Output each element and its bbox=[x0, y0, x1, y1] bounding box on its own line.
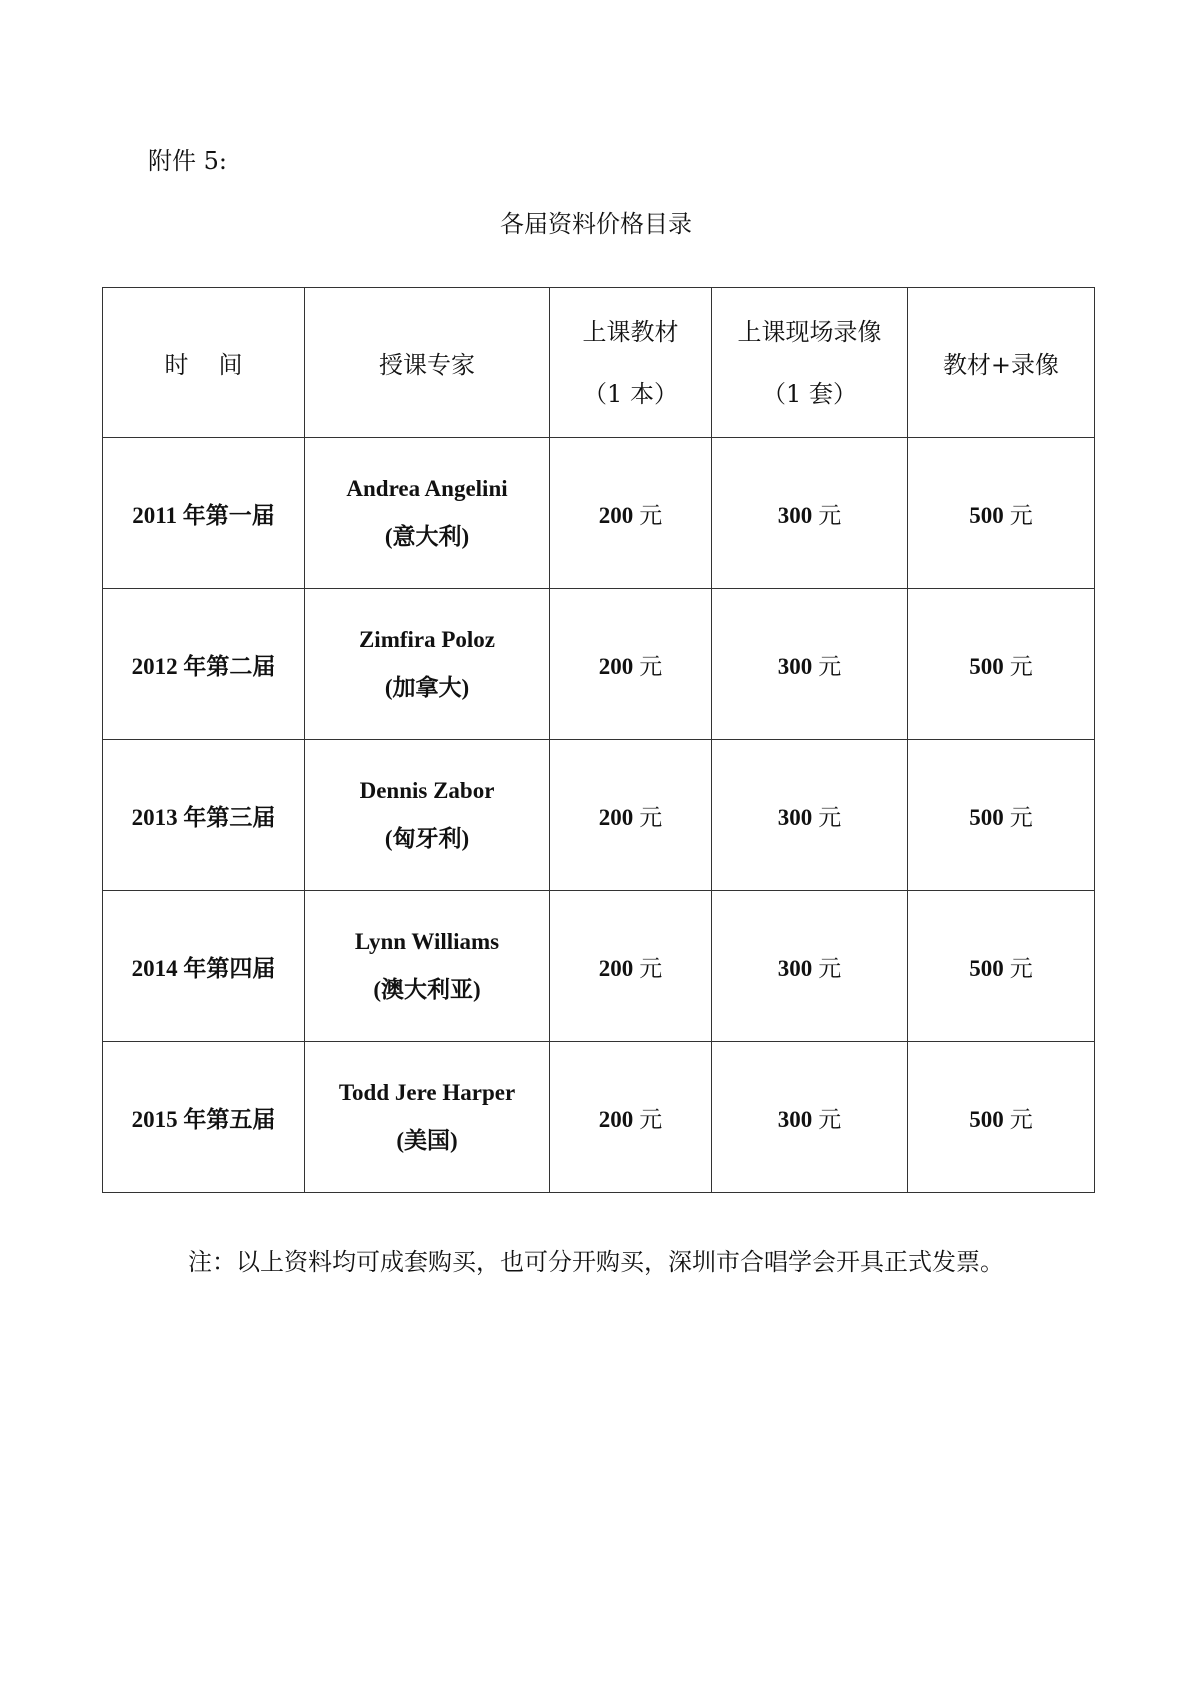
video-price-cell bbox=[712, 438, 908, 589]
price-unit: 元 bbox=[639, 502, 663, 528]
bundle-price-cell bbox=[908, 1042, 1095, 1193]
session-cell bbox=[103, 438, 305, 589]
bundle-price: 500 bbox=[969, 955, 1004, 981]
video-price-cell bbox=[712, 589, 908, 740]
textbook-price: 200 bbox=[598, 955, 634, 981]
textbook-price: 200 bbox=[598, 804, 634, 830]
purchase-note: 注：以上资料均可成套购买，也可分开购买，深圳市合唱学会开具正式发票。 bbox=[188, 1248, 1004, 1276]
expert-cell bbox=[305, 891, 550, 1042]
price-unit: 元 bbox=[1009, 955, 1033, 981]
expert-country: (匈牙利) bbox=[384, 826, 470, 851]
table-body bbox=[103, 438, 1095, 1193]
textbook-price-cell bbox=[550, 891, 712, 1042]
price-unit: 元 bbox=[1009, 653, 1033, 679]
table-row bbox=[103, 740, 1095, 891]
video-price: 300 bbox=[777, 502, 813, 528]
header-video-quantity: （1 套） bbox=[762, 379, 857, 408]
header-time-char-2: 间 bbox=[218, 351, 243, 379]
price-unit: 元 bbox=[818, 502, 842, 528]
textbook-price-cell bbox=[550, 740, 712, 891]
header-video bbox=[712, 288, 908, 438]
price-unit: 元 bbox=[639, 955, 663, 981]
textbook-price: 200 bbox=[598, 653, 634, 679]
attachment-label: 附件 5: bbox=[148, 147, 227, 175]
price-table bbox=[102, 287, 1095, 1193]
price-unit: 元 bbox=[818, 804, 842, 830]
header-bundle: 教材+录像 bbox=[908, 288, 1095, 438]
session-label: 2012 年第二届 bbox=[131, 653, 276, 679]
expert-cell bbox=[305, 1042, 550, 1193]
bundle-price: 500 bbox=[969, 653, 1004, 679]
video-price: 300 bbox=[777, 955, 813, 981]
table-row bbox=[103, 891, 1095, 1042]
bundle-price: 500 bbox=[969, 502, 1004, 528]
header-time-char-1: 时 bbox=[164, 351, 189, 379]
price-unit: 元 bbox=[1009, 502, 1033, 528]
header-time bbox=[103, 288, 305, 438]
expert-cell bbox=[305, 438, 550, 589]
expert-country: (意大利) bbox=[384, 524, 470, 549]
document-title: 各届资料价格目录 bbox=[500, 210, 692, 238]
expert-country: (美国) bbox=[396, 1128, 458, 1153]
expert-cell bbox=[305, 589, 550, 740]
session-label: 2015 年第五届 bbox=[131, 1106, 276, 1132]
bundle-price-cell bbox=[908, 891, 1095, 1042]
session-cell bbox=[103, 891, 305, 1042]
bundle-price: 500 bbox=[969, 1106, 1004, 1132]
header-textbook bbox=[550, 288, 712, 438]
expert-country: (加拿大) bbox=[384, 675, 470, 700]
bundle-price-cell bbox=[908, 740, 1095, 891]
price-unit: 元 bbox=[639, 804, 663, 830]
bundle-price-cell bbox=[908, 589, 1095, 740]
table-row bbox=[103, 589, 1095, 740]
price-unit: 元 bbox=[1009, 804, 1033, 830]
price-unit: 元 bbox=[818, 653, 842, 679]
session-cell bbox=[103, 740, 305, 891]
price-unit: 元 bbox=[1009, 1106, 1033, 1132]
textbook-price: 200 bbox=[598, 1106, 634, 1132]
expert-country: (澳大利亚) bbox=[373, 977, 481, 1002]
price-unit: 元 bbox=[818, 955, 842, 981]
session-label: 2011 年第一届 bbox=[132, 502, 275, 528]
header-expert: 授课专家 bbox=[305, 288, 550, 438]
video-price-cell bbox=[712, 891, 908, 1042]
expert-name: Andrea Angelini bbox=[346, 476, 508, 501]
session-cell bbox=[103, 1042, 305, 1193]
table-row bbox=[103, 1042, 1095, 1193]
header-textbook-quantity: （1 本） bbox=[583, 379, 678, 408]
price-unit: 元 bbox=[818, 1106, 842, 1132]
expert-name: Lynn Williams bbox=[354, 929, 500, 954]
header-video-title: 上课现场录像 bbox=[737, 317, 882, 346]
bundle-price-cell bbox=[908, 438, 1095, 589]
session-cell bbox=[103, 589, 305, 740]
price-unit: 元 bbox=[639, 1106, 663, 1132]
header-textbook-title: 上课教材 bbox=[582, 317, 679, 346]
table-header-row bbox=[103, 288, 1095, 438]
expert-name: Todd Jere Harper bbox=[338, 1080, 516, 1105]
textbook-price: 200 bbox=[598, 502, 634, 528]
table-row bbox=[103, 438, 1095, 589]
video-price: 300 bbox=[777, 1106, 813, 1132]
video-price: 300 bbox=[777, 653, 813, 679]
video-price-cell bbox=[712, 740, 908, 891]
session-label: 2014 年第四届 bbox=[131, 955, 276, 981]
expert-name: Dennis Zabor bbox=[359, 778, 495, 803]
expert-cell bbox=[305, 740, 550, 891]
textbook-price-cell bbox=[550, 1042, 712, 1193]
session-label: 2013 年第三届 bbox=[131, 804, 276, 830]
video-price: 300 bbox=[777, 804, 813, 830]
textbook-price-cell bbox=[550, 589, 712, 740]
price-unit: 元 bbox=[639, 653, 663, 679]
expert-name: Zimfira Poloz bbox=[358, 627, 496, 652]
video-price-cell bbox=[712, 1042, 908, 1193]
textbook-price-cell bbox=[550, 438, 712, 589]
bundle-price: 500 bbox=[969, 804, 1004, 830]
